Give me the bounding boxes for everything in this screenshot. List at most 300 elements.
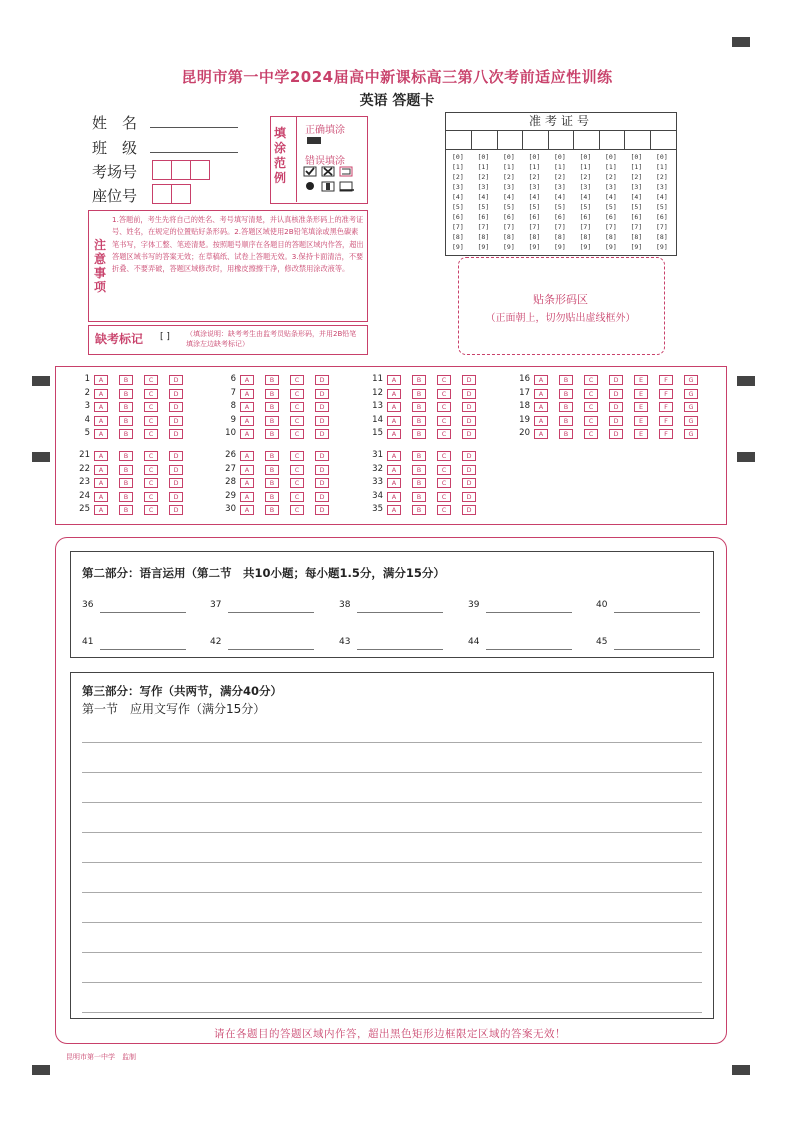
question-number: 26	[225, 450, 236, 460]
question-number: 35	[372, 504, 383, 514]
blank-number: 40	[596, 600, 608, 610]
option-bubble[interactable]: D	[315, 478, 329, 488]
exam-digit-bubble[interactable]: [4]	[656, 193, 668, 201]
barcode-label: 贴条形码区	[533, 293, 588, 306]
option-bubble[interactable]: A	[387, 492, 401, 502]
option-bubble[interactable]: A	[387, 451, 401, 461]
option-bubble[interactable]: B	[559, 416, 573, 426]
option-bubble[interactable]: B	[265, 416, 279, 426]
option-bubble[interactable]: D	[462, 429, 476, 439]
option-bubble[interactable]: B	[119, 451, 133, 461]
option-bubble[interactable]: A	[240, 451, 254, 461]
exam-digit-bubble[interactable]: [1]	[528, 163, 541, 171]
writing-line[interactable]	[82, 922, 702, 923]
option-bubble[interactable]: A	[94, 416, 108, 426]
option-bubble[interactable]: B	[412, 402, 426, 412]
exam-digit-bubble[interactable]: [2]	[605, 173, 617, 181]
option-bubble[interactable]: C	[584, 389, 598, 399]
exam-digit-bubble[interactable]: [6]	[605, 213, 617, 221]
option-bubble[interactable]: C	[437, 465, 451, 475]
exam-digit-bubble[interactable]: [8]	[477, 233, 490, 241]
option-bubble[interactable]: G	[684, 429, 698, 439]
blank-number: 42	[210, 637, 222, 647]
footer-org: 昆明市第一中学 监制	[66, 1053, 136, 1061]
seat-cell[interactable]	[171, 184, 191, 204]
option-bubble[interactable]: D	[315, 389, 329, 399]
option-bubble[interactable]: B	[412, 429, 426, 439]
exam-digit-bubble[interactable]: [9]	[605, 243, 617, 251]
option-bubble[interactable]: C	[144, 451, 158, 461]
writing-line[interactable]	[82, 892, 702, 893]
exam-digit-bubble[interactable]: [1]	[477, 163, 490, 171]
option-bubble[interactable]: A	[534, 429, 548, 439]
exam-digit-bubble[interactable]: [0]	[528, 153, 541, 161]
exam-digit-bubble[interactable]: [1]	[630, 163, 643, 171]
option-bubble[interactable]: G	[684, 389, 698, 399]
option-bubble[interactable]: A	[387, 505, 401, 515]
exam-digit-bubble[interactable]: [8]	[605, 233, 617, 241]
option-bubble[interactable]: A	[387, 478, 401, 488]
question-number: 21	[79, 450, 90, 460]
option-bubble[interactable]: D	[462, 451, 476, 461]
option-bubble[interactable]: F	[659, 402, 673, 412]
option-bubble[interactable]: B	[265, 465, 279, 475]
option-bubble[interactable]: D	[169, 375, 183, 385]
exam-digit-bubble[interactable]: [7]	[579, 223, 592, 231]
exam-digit-bubble[interactable]: [1]	[503, 163, 515, 171]
alignment-marker	[737, 452, 755, 462]
exam-digit-bubble[interactable]: [5]	[503, 203, 515, 211]
option-bubble[interactable]: B	[265, 451, 279, 461]
notes-side-label: 注意事项	[94, 238, 107, 294]
option-bubble[interactable]: B	[119, 492, 133, 502]
option-bubble[interactable]: A	[387, 375, 401, 385]
option-bubble[interactable]: C	[144, 375, 158, 385]
option-bubble[interactable]: B	[265, 478, 279, 488]
option-bubble[interactable]: C	[437, 375, 451, 385]
answer-blank-line[interactable]	[228, 612, 314, 613]
answer-blank-line[interactable]	[614, 612, 700, 613]
exam-digit-bubble[interactable]: [5]	[656, 203, 668, 211]
option-bubble[interactable]: A	[387, 402, 401, 412]
option-bubble[interactable]: D	[462, 389, 476, 399]
exam-digit-bubble[interactable]: [2]	[452, 173, 464, 181]
option-bubble[interactable]: B	[412, 478, 426, 488]
exam-digit-bubble[interactable]: [4]	[528, 193, 541, 201]
option-bubble[interactable]: C	[290, 375, 304, 385]
option-bubble[interactable]: C	[437, 416, 451, 426]
option-bubble[interactable]: C	[144, 402, 158, 412]
exam-digit-bubble[interactable]: [4]	[452, 193, 464, 201]
answer-blank-line[interactable]	[100, 649, 186, 650]
option-bubble[interactable]: D	[315, 416, 329, 426]
fill-example-side-label: 填涂范例	[274, 126, 287, 185]
exam-digit-bubble[interactable]: [8]	[503, 233, 515, 241]
exam-digit-bubble[interactable]: [3]	[656, 183, 668, 191]
exam-digit-bubble[interactable]: [7]	[477, 223, 490, 231]
exam-digit-bubble[interactable]: [1]	[656, 163, 668, 171]
option-bubble[interactable]: C	[584, 416, 598, 426]
exam-digit-bubble[interactable]: [3]	[528, 183, 541, 191]
option-bubble[interactable]: A	[94, 492, 108, 502]
exam-digit-bubble[interactable]: [0]	[579, 153, 592, 161]
exam-digit-bubble[interactable]: [2]	[503, 173, 515, 181]
exam-digit-bubble[interactable]: [0]	[452, 153, 464, 161]
option-bubble[interactable]: D	[169, 465, 183, 475]
alignment-marker	[32, 376, 50, 386]
option-bubble[interactable]: F	[659, 416, 673, 426]
answer-blank-line[interactable]	[357, 612, 443, 613]
exam-digit-bubble[interactable]: [4]	[554, 193, 566, 201]
option-bubble[interactable]: E	[634, 402, 648, 412]
option-bubble[interactable]: B	[265, 492, 279, 502]
option-bubble[interactable]: F	[659, 375, 673, 385]
exam-digit-bubble[interactable]: [7]	[605, 223, 617, 231]
writing-line[interactable]	[82, 982, 702, 983]
option-bubble[interactable]: C	[144, 429, 158, 439]
check-icon	[304, 167, 316, 176]
option-bubble[interactable]: D	[609, 429, 623, 439]
alignment-marker	[32, 1065, 50, 1075]
blank-number: 41	[82, 637, 94, 647]
option-bubble[interactable]: A	[240, 478, 254, 488]
exam-digit-bubble[interactable]: [3]	[554, 183, 566, 191]
option-bubble[interactable]: D	[169, 451, 183, 461]
option-bubble[interactable]: C	[437, 492, 451, 502]
name-field[interactable]	[150, 127, 238, 128]
option-bubble[interactable]: A	[240, 505, 254, 515]
exam-digit-bubble[interactable]: [5]	[630, 203, 643, 211]
option-bubble[interactable]: C	[290, 402, 304, 412]
option-bubble[interactable]: G	[684, 402, 698, 412]
section3-box	[70, 672, 714, 1019]
exam-digit-bubble[interactable]: [3]	[630, 183, 643, 191]
option-bubble[interactable]: C	[290, 492, 304, 502]
exam-digit-bubble[interactable]: [3]	[503, 183, 515, 191]
answer-blank-line[interactable]	[486, 612, 572, 613]
option-bubble[interactable]: G	[684, 375, 698, 385]
exam-digit-bubble[interactable]: [9]	[503, 243, 515, 251]
writing-line[interactable]	[82, 802, 702, 803]
answer-blank-line[interactable]	[357, 649, 443, 650]
exam-digit-bubble[interactable]: [3]	[579, 183, 592, 191]
option-bubble[interactable]: B	[412, 416, 426, 426]
exam-digit-bubble[interactable]: [4]	[579, 193, 592, 201]
option-bubble[interactable]: C	[290, 451, 304, 461]
option-bubble[interactable]: D	[315, 492, 329, 502]
option-bubble[interactable]: C	[290, 416, 304, 426]
writing-line[interactable]	[82, 832, 702, 833]
exam-digit-bubble[interactable]: [6]	[528, 213, 541, 221]
exam-digit-bubble[interactable]: [2]	[579, 173, 592, 181]
exam-digit-bubble[interactable]: [4]	[605, 193, 617, 201]
option-bubble[interactable]: D	[609, 389, 623, 399]
option-bubble[interactable]: C	[584, 375, 598, 385]
option-bubble[interactable]: B	[412, 375, 426, 385]
exam-digit-bubble[interactable]: [9]	[579, 243, 592, 251]
exam-digit-bubble[interactable]: [6]	[630, 213, 643, 221]
exam-digit-bubble[interactable]: [8]	[528, 233, 541, 241]
option-bubble[interactable]: D	[462, 416, 476, 426]
option-bubble[interactable]: B	[119, 429, 133, 439]
option-bubble[interactable]: D	[169, 416, 183, 426]
class-field[interactable]	[150, 152, 238, 153]
option-bubble[interactable]: B	[412, 451, 426, 461]
question-number: 30	[225, 504, 236, 514]
option-bubble[interactable]: B	[412, 465, 426, 475]
option-bubble[interactable]: C	[144, 416, 158, 426]
option-bubble[interactable]: D	[169, 505, 183, 515]
exam-digit-bubble[interactable]: [7]	[528, 223, 541, 231]
option-bubble[interactable]: A	[240, 465, 254, 475]
exam-digit-bubble[interactable]: [8]	[452, 233, 464, 241]
option-bubble[interactable]: C	[437, 429, 451, 439]
option-bubble[interactable]: E	[634, 389, 648, 399]
exam-digit-bubble[interactable]: [6]	[656, 213, 668, 221]
option-bubble[interactable]: B	[559, 389, 573, 399]
exam-digit-bubble[interactable]: [7]	[503, 223, 515, 231]
exam-digit-bubble[interactable]: [3]	[477, 183, 490, 191]
option-bubble[interactable]: C	[290, 478, 304, 488]
option-bubble[interactable]: A	[94, 389, 108, 399]
exam-digit-bubble[interactable]: [7]	[656, 223, 668, 231]
exam-digit-bubble[interactable]: [5]	[605, 203, 617, 211]
absent-checkbox[interactable]: [ ]	[160, 332, 170, 342]
option-bubble[interactable]: C	[584, 402, 598, 412]
option-bubble[interactable]: A	[94, 429, 108, 439]
option-bubble[interactable]: D	[609, 375, 623, 385]
option-bubble[interactable]: A	[387, 429, 401, 439]
exam-digit-bubble[interactable]: [4]	[630, 193, 643, 201]
option-bubble[interactable]: D	[609, 402, 623, 412]
writing-line[interactable]	[82, 952, 702, 953]
option-bubble[interactable]: B	[265, 402, 279, 412]
exam-digit-bubble[interactable]: [7]	[554, 223, 566, 231]
exam-digit-bubble[interactable]: [9]	[477, 243, 490, 251]
dot-icon	[306, 182, 314, 190]
exam-digit-bubble[interactable]: [3]	[452, 183, 464, 191]
option-bubble[interactable]: C	[290, 465, 304, 475]
exam-digit-bubble[interactable]: [6]	[579, 213, 592, 221]
option-bubble[interactable]: B	[559, 402, 573, 412]
option-bubble[interactable]: D	[315, 465, 329, 475]
option-bubble[interactable]: A	[240, 416, 254, 426]
exam-digit-bubble[interactable]: [5]	[528, 203, 541, 211]
option-bubble[interactable]: D	[169, 402, 183, 412]
exam-digit-bubble[interactable]: [6]	[452, 213, 464, 221]
exam-digit-bubble[interactable]: [4]	[477, 193, 490, 201]
room-cell[interactable]	[171, 160, 191, 180]
option-bubble[interactable]: C	[437, 505, 451, 515]
seat-cell[interactable]	[152, 184, 172, 204]
exam-digit-bubble[interactable]: [9]	[554, 243, 566, 251]
exam-digit-bubble[interactable]: [1]	[579, 163, 592, 171]
option-bubble[interactable]: C	[290, 389, 304, 399]
alignment-marker	[737, 376, 755, 386]
option-bubble[interactable]: B	[559, 429, 573, 439]
exam-digit-bubble[interactable]: [7]	[452, 223, 464, 231]
option-bubble[interactable]: B	[265, 375, 279, 385]
question-number: 29	[225, 490, 236, 501]
exam-digit-bubble[interactable]: [2]	[477, 173, 490, 181]
option-bubble[interactable]: A	[534, 375, 548, 385]
option-bubble[interactable]: B	[559, 375, 573, 385]
exam-digit-bubble[interactable]: [0]	[605, 153, 617, 161]
option-bubble[interactable]: C	[144, 492, 158, 502]
option-bubble[interactable]: C	[290, 429, 304, 439]
option-bubble[interactable]: A	[94, 375, 108, 385]
option-bubble[interactable]: A	[94, 478, 108, 488]
exam-digit-bubble[interactable]: [2]	[656, 173, 668, 181]
option-bubble[interactable]: D	[315, 505, 329, 515]
option-bubble[interactable]: B	[119, 505, 133, 515]
option-bubble[interactable]: D	[462, 465, 476, 475]
option-bubble[interactable]: F	[659, 429, 673, 439]
option-bubble[interactable]: D	[315, 375, 329, 385]
answer-blank-line[interactable]	[614, 649, 700, 650]
option-bubble[interactable]: C	[437, 402, 451, 412]
exam-number-grid	[445, 112, 677, 256]
room-cell[interactable]	[190, 160, 210, 180]
exam-digit-bubble[interactable]: [3]	[605, 183, 617, 191]
option-bubble[interactable]: A	[534, 389, 548, 399]
exam-digit-bubble[interactable]: [2]	[554, 173, 566, 181]
underline-fill-icon	[340, 182, 354, 191]
option-bubble[interactable]: C	[144, 478, 158, 488]
exam-digit-bubble[interactable]: [9]	[656, 243, 668, 251]
option-bubble[interactable]: C	[437, 451, 451, 461]
exam-digit-bubble[interactable]: [0]	[477, 153, 490, 161]
option-bubble[interactable]: G	[684, 416, 698, 426]
option-bubble[interactable]: D	[169, 478, 183, 488]
answer-blank-line[interactable]	[486, 649, 572, 650]
option-bubble[interactable]: D	[315, 451, 329, 461]
option-bubble[interactable]: A	[387, 416, 401, 426]
option-bubble[interactable]: D	[462, 492, 476, 502]
option-bubble[interactable]: A	[94, 402, 108, 412]
option-bubble[interactable]: B	[119, 389, 133, 399]
exam-digit-bubble[interactable]: [8]	[554, 233, 566, 241]
exam-digit-bubble[interactable]: [0]	[554, 153, 566, 161]
exam-digit-bubble[interactable]: [9]	[452, 243, 464, 251]
option-bubble[interactable]: D	[169, 429, 183, 439]
option-bubble[interactable]: C	[144, 505, 158, 515]
option-bubble[interactable]: A	[240, 492, 254, 502]
option-bubble[interactable]: B	[119, 478, 133, 488]
exam-digit-bubble[interactable]: [6]	[503, 213, 515, 221]
option-bubble[interactable]: D	[462, 375, 476, 385]
option-bubble[interactable]: C	[437, 478, 451, 488]
exam-digit-bubble[interactable]: [8]	[630, 233, 643, 241]
option-bubble[interactable]: B	[119, 416, 133, 426]
divider	[296, 116, 297, 202]
alignment-marker	[32, 452, 50, 462]
room-cell[interactable]	[152, 160, 172, 180]
exam-digit-bubble[interactable]: [5]	[579, 203, 592, 211]
option-bubble[interactable]: D	[315, 402, 329, 412]
option-bubble[interactable]: A	[387, 465, 401, 475]
writing-line[interactable]	[82, 772, 702, 773]
option-bubble[interactable]: B	[265, 389, 279, 399]
exam-digit-bubble[interactable]: [2]	[630, 173, 643, 181]
correct-fill-sample	[307, 137, 321, 144]
option-bubble[interactable]: A	[240, 429, 254, 439]
blank-number: 45	[596, 637, 608, 647]
exam-digit-bubble[interactable]: [0]	[656, 153, 668, 161]
writing-line[interactable]	[82, 742, 702, 743]
option-bubble[interactable]: A	[387, 389, 401, 399]
option-bubble[interactable]: D	[169, 492, 183, 502]
option-bubble[interactable]: C	[144, 389, 158, 399]
exam-digit-bubble[interactable]: [6]	[554, 213, 566, 221]
option-bubble[interactable]: B	[412, 492, 426, 502]
option-bubble[interactable]: C	[584, 429, 598, 439]
option-bubble[interactable]: B	[412, 505, 426, 515]
exam-digit-bubble[interactable]: [0]	[503, 153, 515, 161]
exam-digit-bubble[interactable]: [9]	[528, 243, 541, 251]
option-bubble[interactable]: D	[462, 478, 476, 488]
exam-digit-bubble[interactable]: [9]	[630, 243, 643, 251]
option-bubble[interactable]: E	[634, 429, 648, 439]
option-bubble[interactable]: B	[265, 429, 279, 439]
option-bubble[interactable]: B	[265, 505, 279, 515]
writing-line[interactable]	[82, 1012, 702, 1013]
exam-digit-bubble[interactable]: [1]	[605, 163, 617, 171]
option-bubble[interactable]: A	[94, 465, 108, 475]
option-bubble[interactable]: B	[119, 402, 133, 412]
exam-digit-bubble[interactable]: [4]	[503, 193, 515, 201]
exam-digit-bubble[interactable]: [5]	[477, 203, 490, 211]
answer-blank-line[interactable]	[100, 612, 186, 613]
exam-digit-bubble[interactable]: [5]	[452, 203, 464, 211]
option-bubble[interactable]: A	[534, 402, 548, 412]
exam-digit-bubble[interactable]: [5]	[554, 203, 566, 211]
option-bubble[interactable]: B	[412, 389, 426, 399]
exam-digit-bubble[interactable]: [1]	[554, 163, 566, 171]
option-bubble[interactable]: A	[94, 505, 108, 515]
answer-blank-line[interactable]	[228, 649, 314, 650]
option-bubble[interactable]: D	[169, 389, 183, 399]
exam-digit-bubble[interactable]: [2]	[528, 173, 541, 181]
option-bubble[interactable]: B	[119, 465, 133, 475]
option-bubble[interactable]: D	[315, 429, 329, 439]
exam-digit-bubble[interactable]: [7]	[630, 223, 643, 231]
option-bubble[interactable]: A	[94, 451, 108, 461]
option-bubble[interactable]: D	[609, 416, 623, 426]
option-bubble[interactable]: D	[462, 505, 476, 515]
writing-line[interactable]	[82, 862, 702, 863]
option-bubble[interactable]: C	[437, 389, 451, 399]
option-bubble[interactable]: B	[119, 375, 133, 385]
exam-digit-bubble[interactable]: [0]	[630, 153, 643, 161]
exam-digit-bubble[interactable]: [8]	[656, 233, 668, 241]
option-bubble[interactable]: C	[144, 465, 158, 475]
notes-text: 1.答题前，考生先将自己的姓名、考号填写清楚，并认真核准条形码上的准考证号、姓名，在规定的位置贴好条形码。2.答题区域使用2B铅笔填涂或黑色碳素笔书写，字体工整、笔迹清楚。按照题号顺序在各题目的答题区域内作答，超出答题区域书写的答案无效；在草稿纸、试卷上答题无效。3.保持卡面清洁，不要折叠、不要弄破，答题区域修改时，用橡皮擦擦干净，修改禁用涂改液等。	[112, 215, 364, 274]
option-bubble[interactable]: A	[534, 416, 548, 426]
question-number: 33	[372, 477, 383, 487]
option-bubble[interactable]: A	[240, 389, 254, 399]
option-bubble[interactable]: C	[290, 505, 304, 515]
option-bubble[interactable]: F	[659, 389, 673, 399]
option-bubble[interactable]: D	[462, 402, 476, 412]
option-bubble[interactable]: A	[240, 375, 254, 385]
exam-digit-bubble[interactable]: [8]	[579, 233, 592, 241]
option-bubble[interactable]: A	[240, 402, 254, 412]
exam-digit-bubble[interactable]: [1]	[452, 163, 464, 171]
option-bubble[interactable]: E	[634, 375, 648, 385]
exam-digit-bubble[interactable]: [6]	[477, 213, 490, 221]
option-bubble[interactable]: E	[634, 416, 648, 426]
